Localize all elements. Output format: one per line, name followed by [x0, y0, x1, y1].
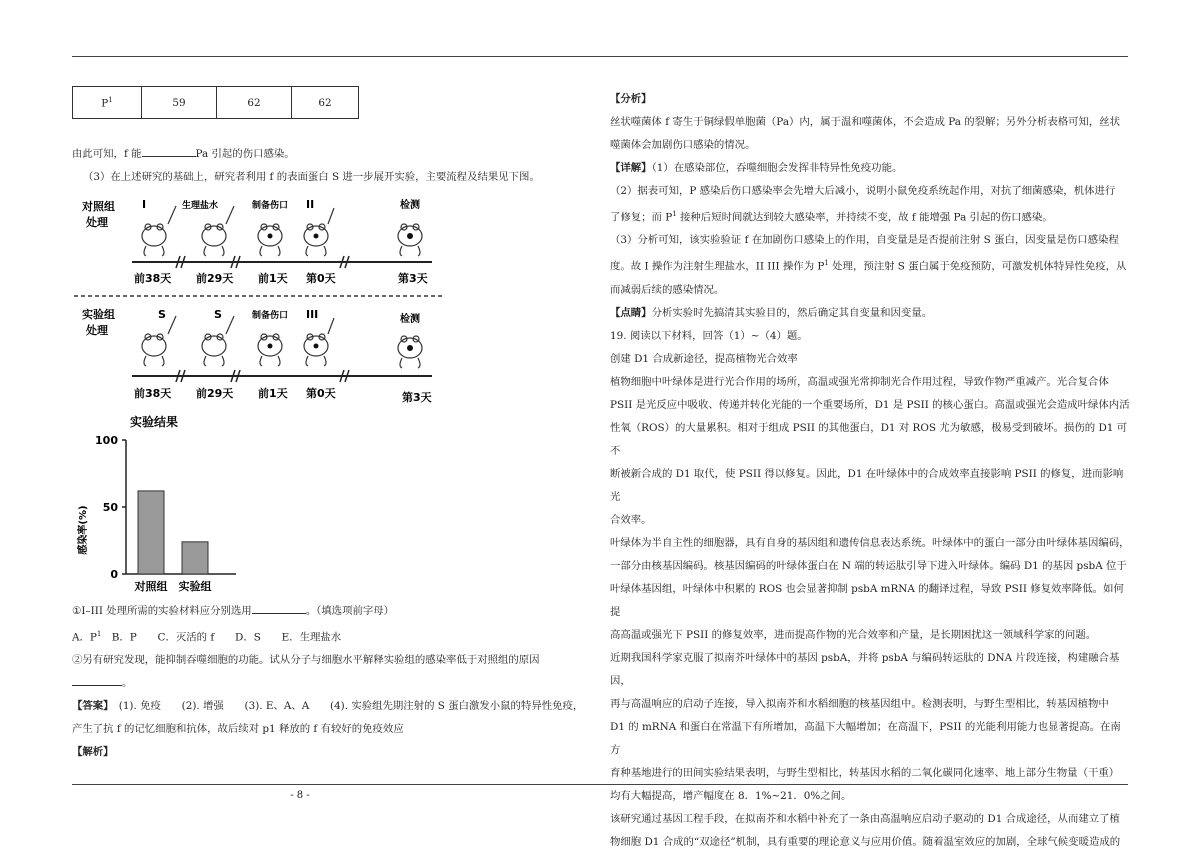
top-rule [72, 56, 1128, 57]
step-wound: 制备伤口 [252, 311, 289, 321]
category-label: 对照组 [134, 580, 168, 593]
mouse-icon-row-2 [142, 316, 422, 368]
control-label-2: 处理 [86, 216, 108, 229]
chart-title: 实验结果 [130, 415, 179, 429]
answer-blank[interactable] [72, 675, 122, 686]
category-label: 实验组 [178, 580, 212, 593]
day-label: 第3天 [402, 391, 432, 404]
y-axis-label: 感染率(%) [78, 505, 89, 555]
timeline-2 [132, 370, 432, 382]
y-tick-label: 0 [110, 568, 118, 581]
answer-blank[interactable] [252, 603, 306, 614]
fill-blank[interactable] [142, 146, 196, 157]
mouse-icon-row-1 [142, 206, 422, 256]
control-label: 对照组 [82, 200, 115, 213]
left-column-top: 由此可知，f 能 Pa 引起的伤口感染。 （3）在上述研究的基础上，研究者利用 f 的表面蛋白 S 进一步展开实验，主要流程及结果见下图。 [72, 148, 540, 183]
wound-mark [268, 234, 273, 239]
y-tick-label: 50 [102, 501, 118, 514]
day-label: 前38天 [134, 272, 172, 285]
step-II: II [306, 198, 315, 211]
wound-mark [314, 344, 319, 349]
day-label: 前29天 [196, 272, 234, 285]
day-label: 前1天 [258, 387, 288, 400]
table-cell: 62 [217, 87, 292, 119]
day-label: 前1天 [258, 272, 288, 285]
y-tick-label: 100 [95, 434, 118, 447]
wound-mark [407, 233, 413, 239]
experiment-figure [72, 190, 462, 600]
infection-table [72, 86, 359, 119]
timeline-1 [132, 256, 432, 268]
day-label: 前29天 [196, 387, 234, 400]
table-cell-label: $P^1$ [73, 87, 142, 119]
day-label: 第0天 [306, 387, 336, 400]
step-S: S [158, 308, 166, 321]
step-wound: 制备伤口 [252, 201, 289, 211]
step-S: S [214, 308, 222, 321]
step-detect: 检测 [400, 200, 420, 211]
step-III: III [306, 308, 319, 321]
day-label: 第0天 [306, 272, 336, 285]
step-I: I [142, 198, 147, 211]
table-row [73, 87, 359, 119]
table-cell: 59 [142, 87, 217, 119]
bar [182, 542, 208, 574]
bar [138, 491, 164, 574]
step-detect: 检测 [400, 314, 420, 325]
wound-mark [268, 344, 273, 349]
wound-mark [314, 234, 319, 239]
page-number: - 8 - [290, 790, 310, 801]
table-cell: 62 [292, 87, 359, 119]
bar-chart [76, 434, 236, 593]
day-label: 第3天 [398, 272, 428, 285]
step-saline: 生理盐水 [182, 201, 219, 211]
right-column: 【分析】 丝状噬菌体 f 寄生于铜绿假单胞菌（Pa）内，属于温和噬菌体，不会造成 Pa 的裂解；另外分析表格可知，丝状 噬菌体会加剧伤口感染的情况。 【详解】（1）在感染部位，吞噬细胞会发挥非特异性免疫功能。 （2）据表可知，P 感染后伤口感染率会先增大后减小，说明小鼠免疫系统起作用，对抗了细菌感染，机体进行 了修复；而 $P^1$ 接种后短时间就达到较大感染率，并持续不变，故 f 能增强 Pa 引起的伤口感染。 （3）分析可知，该实验验证 f 在加剧伤口感染上的作用，自变量是是否提前注射 S 蛋白，因变量是伤口感染程 度。故 I 操作为注射生理盐水，II III 操作为 $P^1$ 处理，预注射 S 蛋白属于免疫预防，可激发机体特异性免疫，从 而减弱后续的感染情况。 【点睛】分析实验时先搞清其实验目的，然后确定其自变量和因变量。 19. 阅读以下材料，回答（1）~（4）题。 创建 D1 合成新途径，提高植物光合效率 植物细胞中叶绿体是进行光合作用的场所，高温或强光常抑制光合作用过程，导致作物严重减产。光合复合体 PSII 是光反应中吸收、传递并转化光能的一个重要场所，D1 是 PSII 的核心蛋白。高温或强光会造成叶绿体内活 性氧（ROS）的大量累积。相对于组成 PSII 的其他蛋白，D1 对 ROS 尤为敏感，极易受到破坏。损伤的 D1 可不 断被新合成的 D1 取代，使 PSII 得以修复。因此，D1 在叶绿体中的合成效率直接影响 PSII 的修复，进而影响光 合效率。 叶绿体为半自主性的细胞器，具有自身的基因组和遗传信息表达系统。叶绿体中的蛋白一部分由叶绿体基因编码， 一部分由核基因编码。核基因编码的叶绿体蛋白在 N 端的转运肽引导下进入叶绿体。编码 D1 的基因 psbA 位于 叶绿体基因组，叶绿体中积累的 ROS 也会显著抑制 psbA mRNA 的翻译过程，导致 PSII 修复效率降低。如何提 高高温或强光下 PSII 的修复效率，进而提高作物的光合效率和产量，是长期困扰这一领域科学家的问题。 近期我国科学家克服了拟南芥叶绿体中的基因 psbA，并将 psbA 与编码转运肽的 DNA 片段连接，构建融合基因， 再与高温响应的启动子连接，导入拟南芥和水稻细胞的核基因组中。检测表明，与野生型相比，转基因植物中 D1 的 mRNA 和蛋白在常温下有所增加，高温下大幅增加；在高温下，PSII 的光能利用能力也显著提高。在南方 育种基地进行的田间实验结果表明，与野生型相比，转基因水稻的二氧化碳同化速率、地上部分生物量（干重） 均有大幅提高，增产幅度在 8．1%~21．0%之间。 该研究通过基因工程手段，在拟南芥和水稻中补充了一条由高温响应启动子驱动的 D1 合成途径，从而建立了植 物细胞 D1 合成的“双途径”机制，具有重要的理论意义与应用价值。随着温室效应的加剧，全球气候变暖造成的 [610, 93, 1130, 848]
exp-label: 实验组 [82, 308, 115, 321]
exp-label-2: 处理 [86, 324, 108, 337]
day-label: 前38天 [134, 387, 172, 400]
left-column-bottom: ①I–III 处理所需的实验材料应分别选用 。（填选项前字母） A．$P^1$ B．P C．灭活的 f D．S E．生理盐水 ②另有研究发现，能抑制吞噬细胞的功能。试从分子与细胞水平解释实验组的感染率低于对照组的原因 。 【答案】 (1). 免疫 (2). 增强 (3). E、A、A (4). 实验组先期注射的 S 蛋白激发小鼠的特异性免疫， 产生了抗 f 的记忆细胞和抗体，故后续对 p1 释放的 f 有较好的免疫效应 【解析】 [72, 605, 584, 759]
wound-mark [407, 345, 413, 351]
